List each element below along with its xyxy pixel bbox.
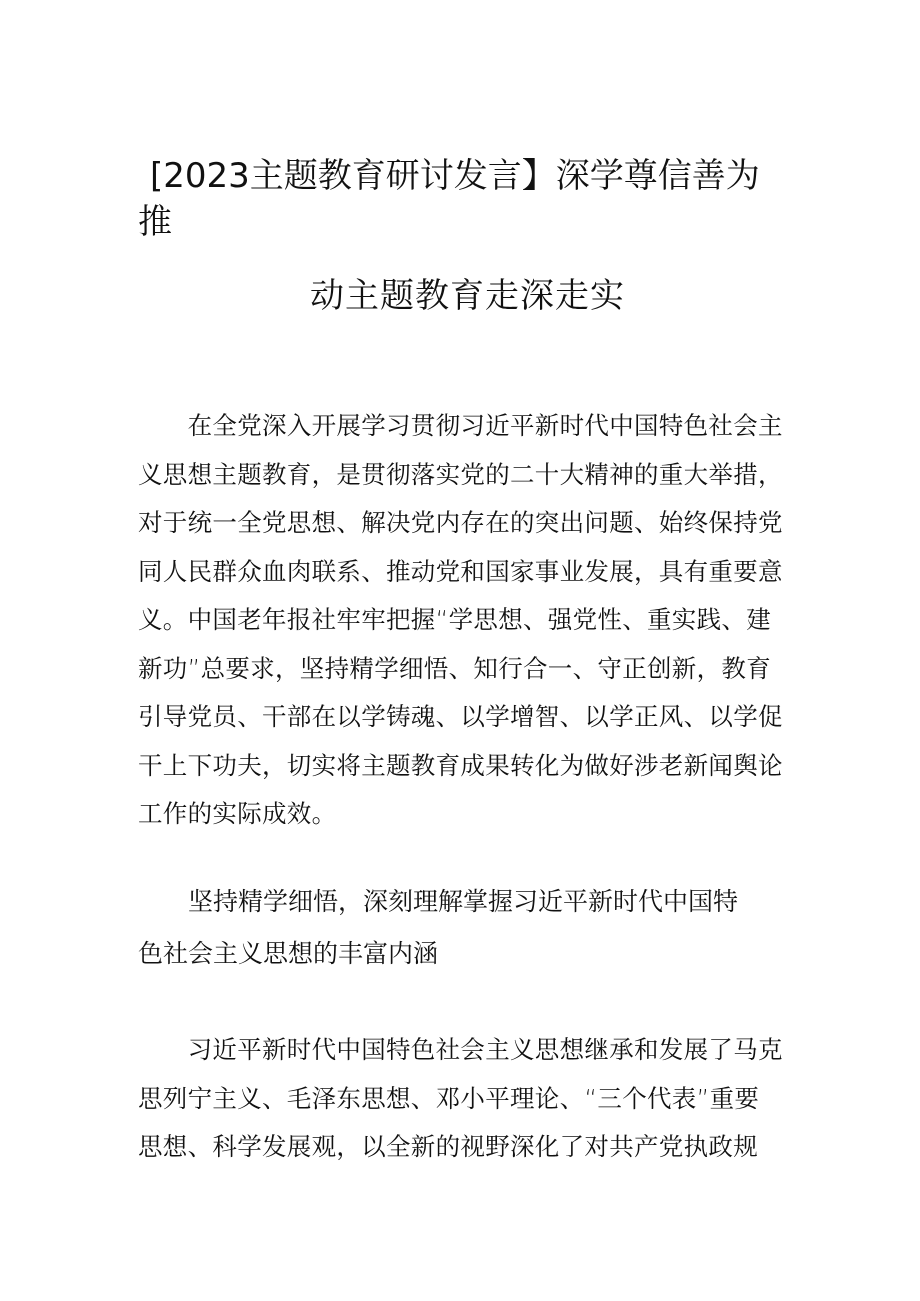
paragraph-line: 在全党深入开展学习贯彻习近平新时代中国特色社会主 (138, 411, 783, 440)
section-paragraph (138, 1026, 788, 1172)
title-line-1: [2023主题教育研讨发言】深学尊信善为 (150, 156, 760, 196)
paragraph-line: 思列宁主义、毛泽东思想、邓小平理论、“三个代表”重要 (138, 1083, 760, 1113)
paragraph-line: 新功”总要求，坚持精学细悟、知行合一、守正创新，教育 (138, 653, 771, 683)
paragraph-line: 同人民群众血肉联系、推动党和国家事业发展，具有重要意 (138, 556, 783, 586)
title-line-2: 推 (138, 202, 172, 242)
paragraph-line: 引导党员、干部在以学铸魂、以学增智、以学正风、以学促 (138, 702, 783, 731)
heading-line: 坚持精学细悟，深刻理解掌握习近平新时代中国特 (138, 887, 739, 916)
heading-line: 色社会主义思想的丰富内涵 (138, 939, 439, 968)
paragraph-line: 义。中国老年报社牢牢把握“学思想、强党性、重实践、建 (138, 605, 771, 634)
paragraph-line: 干上下功夫，切实将主题教育成果转化为做好涉老新闻舆论 (138, 750, 783, 780)
intro-paragraph (138, 402, 788, 839)
paragraph-line: 思想、科学发展观，以全新的视野深化了对共产党执政规 (138, 1132, 758, 1161)
title-line-3: 动主题教育走深走实 (310, 276, 625, 316)
paragraph-line: 工作的实际成效。 (138, 799, 337, 828)
paragraph-line: 习近平新时代中国特色社会主义思想继承和发展了马克 (138, 1035, 783, 1064)
paragraph-line: 义思想主题教育，是贯彻落实党的二十大精神的重大举措， (138, 459, 783, 489)
section-heading (138, 876, 788, 980)
paragraph-line: 对于统一全党思想、解决党内存在的突出问题、始终保持党 (138, 508, 783, 537)
